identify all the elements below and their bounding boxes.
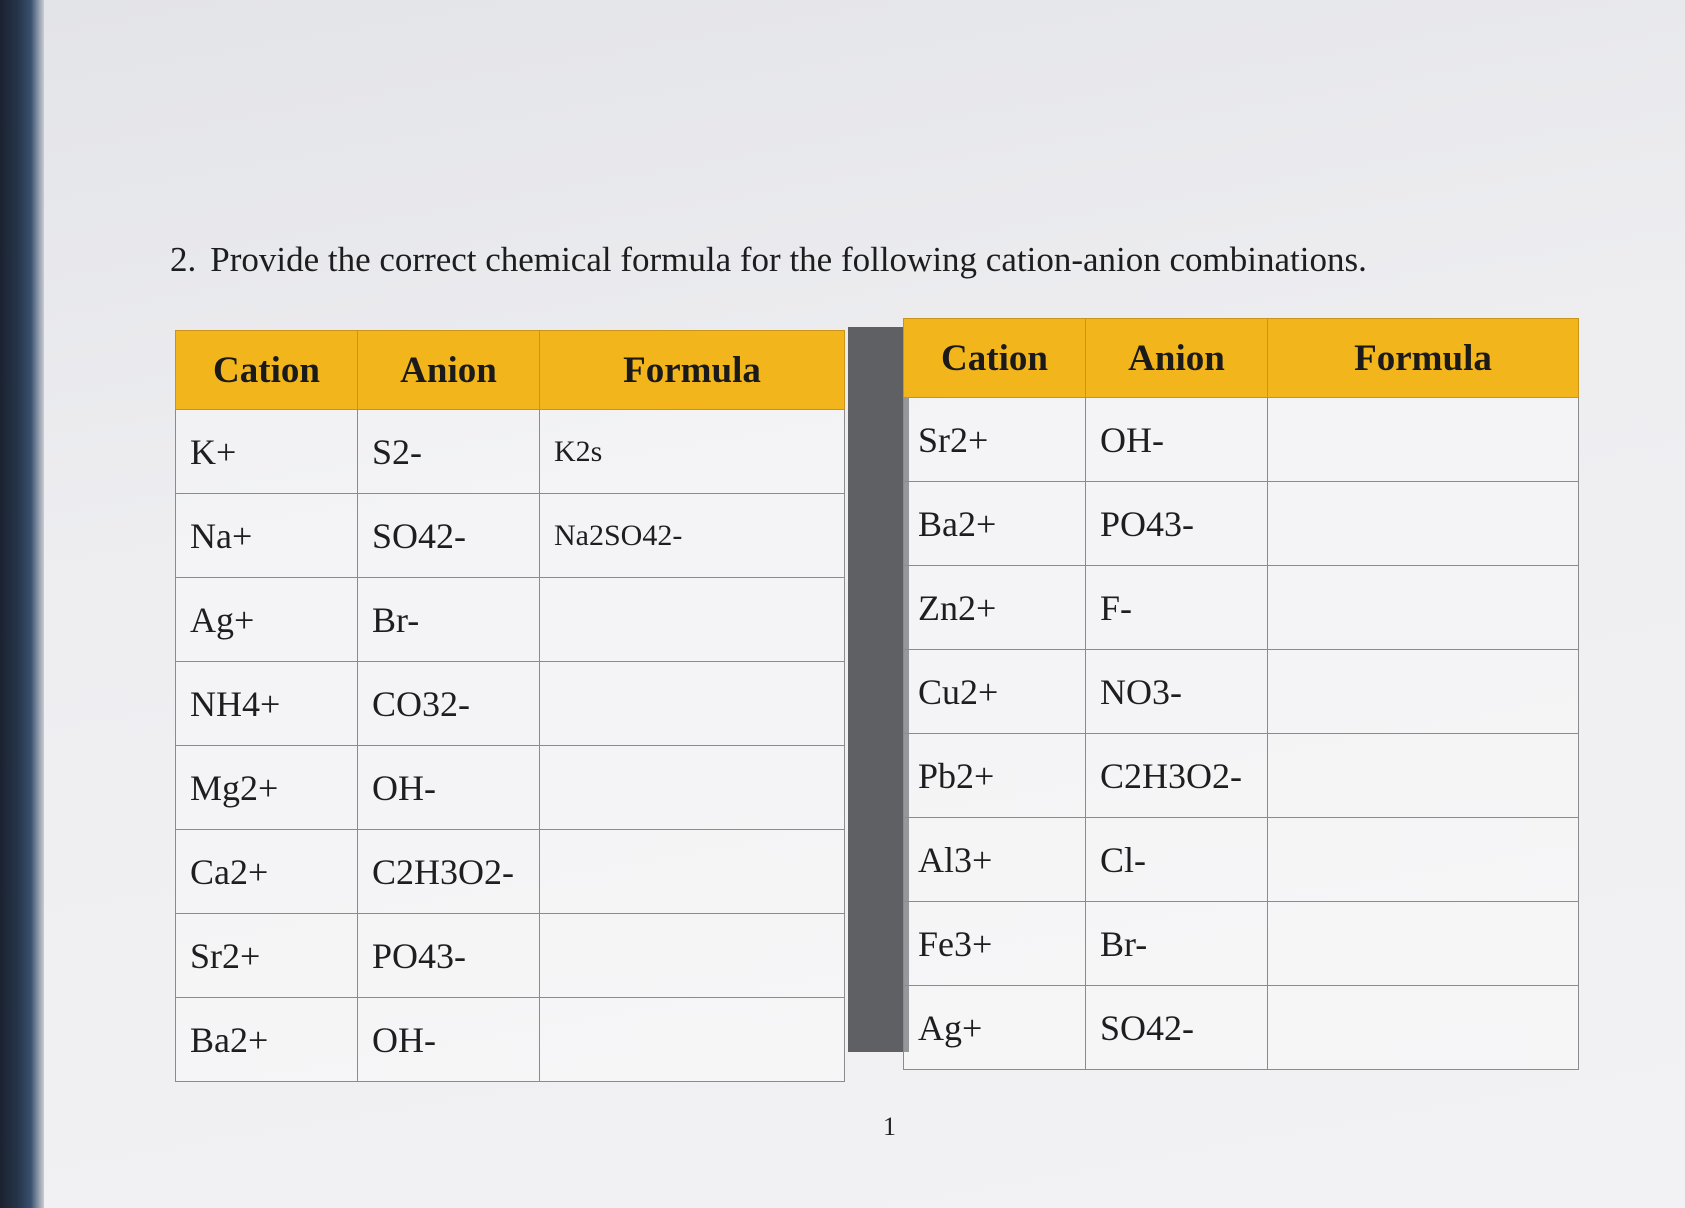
right-cation-cell: Al3+ — [904, 818, 1086, 902]
left-table-row — [176, 830, 845, 914]
right-anion-cell: OH- — [1086, 398, 1268, 482]
left-table-row — [176, 662, 845, 746]
left-formula-cell[interactable] — [540, 662, 845, 746]
right-formula-cell[interactable] — [1268, 398, 1579, 482]
left-table-row — [176, 914, 845, 998]
right-anion-cell: SO42- — [1086, 986, 1268, 1070]
left-formula-cell[interactable] — [540, 914, 845, 998]
right-table-row — [904, 734, 1579, 818]
left-cation-cell: Ag+ — [176, 578, 358, 662]
right-table-row — [904, 902, 1579, 986]
right-formula-cell[interactable] — [1268, 650, 1579, 734]
right-table-row — [904, 818, 1579, 902]
left-formula-cell[interactable] — [540, 746, 845, 830]
right-anion-cell: F- — [1086, 566, 1268, 650]
left-anion-cell: C2H3O2- — [358, 830, 540, 914]
right-formula-cell[interactable] — [1268, 734, 1579, 818]
left-table-row — [176, 494, 845, 578]
left-anion-cell: S2- — [358, 410, 540, 494]
left-formula-cell[interactable]: Na2SO42- — [540, 494, 845, 578]
right-cation-cell: Ag+ — [904, 986, 1086, 1070]
left-cation-cell: Ca2+ — [176, 830, 358, 914]
left-formula-cell[interactable]: K2s — [540, 410, 845, 494]
right-anion-cell: PO43- — [1086, 482, 1268, 566]
left-anion-cell: OH- — [358, 746, 540, 830]
right-table-row — [904, 986, 1579, 1070]
right-cation-cell: Cu2+ — [904, 650, 1086, 734]
left-anion-cell: SO42- — [358, 494, 540, 578]
right-combination-table — [903, 318, 1579, 1070]
left-formula-cell[interactable] — [540, 830, 845, 914]
right-anion-cell: Br- — [1086, 902, 1268, 986]
left-cation-cell: Ba2+ — [176, 998, 358, 1082]
left-cation-cell: Mg2+ — [176, 746, 358, 830]
right-anion-cell: NO3- — [1086, 650, 1268, 734]
right-table-row — [904, 650, 1579, 734]
left-header-cation: Cation — [176, 331, 358, 410]
left-header-formula: Formula — [540, 331, 845, 410]
right-header-cation: Cation — [904, 319, 1086, 398]
left-cation-cell: Sr2+ — [176, 914, 358, 998]
question-prompt — [170, 240, 1367, 280]
left-table-row — [176, 998, 845, 1082]
right-anion-cell: C2H3O2- — [1086, 734, 1268, 818]
left-table-row — [176, 410, 845, 494]
left-cation-cell: Na+ — [176, 494, 358, 578]
right-cation-cell: Zn2+ — [904, 566, 1086, 650]
table-divider — [848, 327, 909, 1052]
right-formula-cell[interactable] — [1268, 482, 1579, 566]
left-formula-cell[interactable] — [540, 578, 845, 662]
left-formula-cell[interactable] — [540, 998, 845, 1082]
left-combination-table — [175, 330, 845, 1082]
right-cation-cell: Sr2+ — [904, 398, 1086, 482]
right-cation-cell: Fe3+ — [904, 902, 1086, 986]
right-formula-cell[interactable] — [1268, 566, 1579, 650]
right-table-row — [904, 482, 1579, 566]
right-header-row — [904, 319, 1579, 398]
question-text: Provide the correct chemical formula for the following cation-anion combinations. — [210, 240, 1367, 279]
left-anion-cell: CO32- — [358, 662, 540, 746]
right-cation-cell: Pb2+ — [904, 734, 1086, 818]
left-anion-cell: PO43- — [358, 914, 540, 998]
left-cation-cell: K+ — [176, 410, 358, 494]
right-table-row — [904, 398, 1579, 482]
right-anion-cell: Cl- — [1086, 818, 1268, 902]
left-cation-cell: NH4+ — [176, 662, 358, 746]
right-table-row — [904, 566, 1579, 650]
background-edge — [0, 0, 44, 1208]
left-anion-cell: OH- — [358, 998, 540, 1082]
left-table-row — [176, 578, 845, 662]
right-header-anion: Anion — [1086, 319, 1268, 398]
right-cation-cell: Ba2+ — [904, 482, 1086, 566]
right-formula-cell[interactable] — [1268, 818, 1579, 902]
left-header-row — [176, 331, 845, 410]
right-formula-cell[interactable] — [1268, 986, 1579, 1070]
right-header-formula: Formula — [1268, 319, 1579, 398]
left-anion-cell: Br- — [358, 578, 540, 662]
right-formula-cell[interactable] — [1268, 902, 1579, 986]
question-number: 2. — [170, 240, 197, 279]
left-header-anion: Anion — [358, 331, 540, 410]
page-number: 1 — [883, 1112, 896, 1141]
left-table-row — [176, 746, 845, 830]
